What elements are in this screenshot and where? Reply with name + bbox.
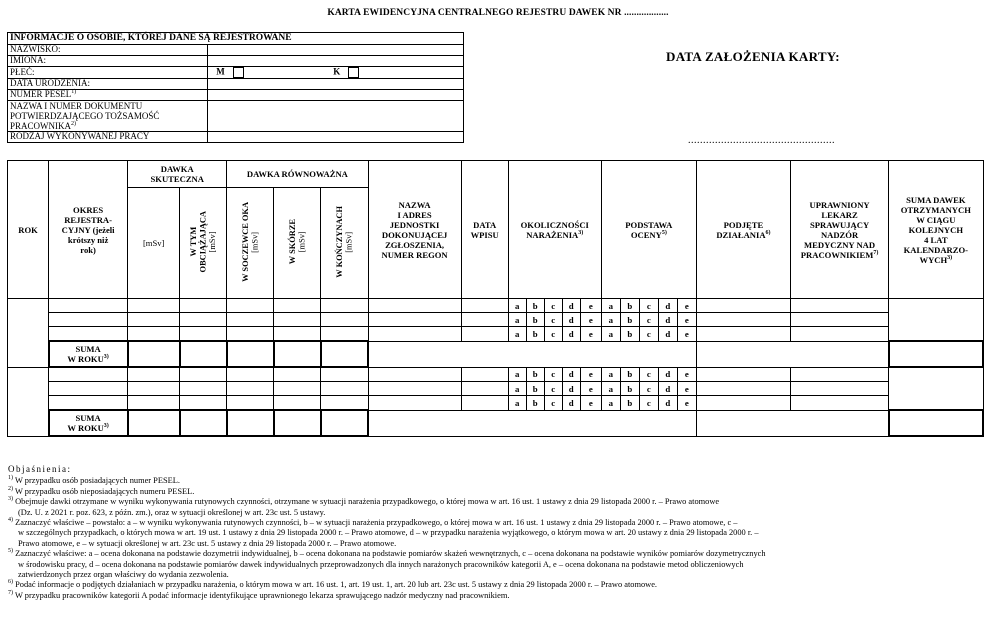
podst-a[interactable]: a bbox=[601, 396, 620, 411]
podst-b[interactable]: b bbox=[620, 382, 639, 396]
okol-b[interactable]: b bbox=[526, 327, 544, 342]
podst-b[interactable]: b bbox=[620, 367, 639, 382]
birth-date-field[interactable] bbox=[208, 79, 464, 90]
col-okres: OKRES REJESTRA- CYJNY (jeżeli krótszy niż rok) bbox=[49, 161, 128, 299]
col-okolicznosci: OKOLICZNOŚCI NARAŻENIA$^{3)}$ bbox=[508, 161, 601, 299]
id-document-label: NAZWA I NUMER DOKUMENTU POTWIERDZAJĄCEGO TOŻSAMOŚĆ PRACOWNIKA$^{2)}$ bbox=[8, 101, 208, 132]
okol-a[interactable]: a bbox=[508, 367, 526, 382]
podst-b[interactable]: b bbox=[620, 313, 639, 327]
footnote-4-cont: w szczególnych przypadkach, o których mowa w art. 19 ust. 1 ustawy z dnia 29 listopada 2000 r. – Prawo atomowe, d – w przypadku narażenia wyjątkowego, o którym mowa w art. 20 ustawy z dnia 29 listopada 2000 r. – bbox=[18, 528, 759, 538]
podst-e[interactable]: e bbox=[677, 382, 696, 396]
okol-e[interactable]: e bbox=[580, 396, 601, 411]
okol-a[interactable]: a bbox=[508, 327, 526, 342]
sex-m-label: M bbox=[216, 66, 225, 77]
table-row bbox=[8, 367, 984, 382]
podst-e[interactable]: e bbox=[677, 327, 696, 342]
first-names-field[interactable] bbox=[208, 56, 464, 67]
person-info-header: INFORMACJE O OSOBIE, KTÓREJ DANE SĄ REJESTROWANE bbox=[8, 33, 464, 45]
year-sum-row bbox=[8, 341, 984, 367]
podst-d[interactable]: d bbox=[658, 313, 677, 327]
col-w-tym-obciazajaca: W TYM OBCIĄŻAJĄCA [mSv] bbox=[180, 188, 227, 299]
okol-b[interactable]: b bbox=[526, 396, 544, 411]
okol-b[interactable]: b bbox=[526, 367, 544, 382]
year-cell[interactable] bbox=[8, 299, 49, 368]
podst-b[interactable]: b bbox=[620, 299, 639, 313]
col-dawka-rownowazna: DAWKA RÓWNOWAŻNA bbox=[227, 161, 368, 188]
podst-c[interactable]: c bbox=[639, 299, 658, 313]
col-lekarz: UPRAWNIONY LEKARZ SPRAWUJĄCY NADZÓR MEDYCZNY NAD PRACOWNIKIEM$^{7)}$ bbox=[791, 161, 889, 299]
footnote-1: $^{1)}$ W przypadku osób posiadających numer PESEL. bbox=[8, 475, 180, 486]
podst-d[interactable]: d bbox=[658, 327, 677, 342]
okol-d[interactable]: d bbox=[562, 396, 580, 411]
table-row bbox=[8, 313, 984, 327]
okol-c[interactable]: c bbox=[544, 313, 562, 327]
footnotes-title: Objaśnienia: bbox=[8, 464, 72, 474]
id-document-field[interactable] bbox=[208, 101, 464, 132]
okol-c[interactable]: c bbox=[544, 299, 562, 313]
okol-c[interactable]: c bbox=[544, 327, 562, 342]
podst-a[interactable]: a bbox=[601, 367, 620, 382]
col-skuteczna-msv: [mSv] bbox=[128, 188, 180, 299]
dose-register-table bbox=[7, 160, 984, 437]
okol-b[interactable]: b bbox=[526, 313, 544, 327]
first-names-label: IMIONA: bbox=[8, 56, 208, 67]
okol-c[interactable]: c bbox=[544, 382, 562, 396]
job-type-field[interactable] bbox=[208, 132, 464, 143]
pesel-field[interactable] bbox=[208, 90, 464, 101]
podst-b[interactable]: b bbox=[620, 396, 639, 411]
sex-k-checkbox[interactable] bbox=[348, 67, 359, 78]
footnote-6: $^{6)}$ Podać informacje o podjętych działaniach w przypadku narażenia, o którym mowa w art. 16 ust. 1, art. 19 ust. 1, art. 20 lub art. 23c ust. 5 ustawy z dnia 29 listopada 2000 r. – Prawo atomowe. bbox=[8, 579, 658, 590]
footnote-4: $^{4)}$ Zaznaczyć właściwe – powstało: a – w wyniku wykonywania rutynowych czynności, b – w sytuacji narażenia przypadkowego, o której mowa w art. 16 ust. 1 ustawy z dnia 29 listopada 2000 r. – Prawo atomowe, c – bbox=[8, 517, 738, 528]
okol-b[interactable]: b bbox=[526, 299, 544, 313]
okol-e[interactable]: e bbox=[580, 299, 601, 313]
pesel-label: NUMER PESEL$^{1)}$ bbox=[8, 90, 208, 101]
okol-e[interactable]: e bbox=[580, 367, 601, 382]
year-sum-row bbox=[8, 410, 984, 436]
sex-m-checkbox[interactable] bbox=[233, 67, 244, 78]
footnote-4-cont2: Prawo atomowe, e – w sytuacji określonej w art. 23c ust. 5 ustawy z dnia 29 listopada 2000 r. – Prawo atomowe. bbox=[18, 538, 397, 548]
year-sum-label: SUMA W ROKU$^{3)}$ bbox=[49, 341, 128, 367]
table-row bbox=[8, 382, 984, 396]
podst-c[interactable]: c bbox=[639, 367, 658, 382]
podst-e[interactable]: e bbox=[677, 313, 696, 327]
sex-field bbox=[208, 67, 464, 79]
okol-a[interactable]: a bbox=[508, 313, 526, 327]
table-row bbox=[8, 327, 984, 342]
footnote-5-cont2: zatwierdzonych przez organ właściwy do wydania zezwolenia. bbox=[18, 570, 229, 580]
footnote-3: $^{3)}$ Obejmuje dawki otrzymane w wyniku wykonywania rutynowych czynności, otrzymane w sytuacji narażenia przypadkowego, o której mowa w art. 16 ust. 1 ustawy z dnia 29 listopada 2000 r. – Prawo atomowe bbox=[8, 496, 720, 507]
sex-k-label: K bbox=[333, 66, 341, 77]
birth-date-label: DATA URODZENIA: bbox=[8, 79, 208, 90]
col-skorze: W SKÓRZE [mSv] bbox=[274, 188, 321, 299]
okol-e[interactable]: e bbox=[580, 313, 601, 327]
podst-a[interactable]: a bbox=[601, 327, 620, 342]
podst-a[interactable]: a bbox=[601, 313, 620, 327]
podst-a[interactable]: a bbox=[601, 299, 620, 313]
year-cell[interactable] bbox=[8, 367, 49, 436]
col-podstawa-oceny: PODSTAWA OCENY$^{5)}$ bbox=[601, 161, 696, 299]
footnote-2: $^{2)}$ W przypadku osób nieposiadających numeru PESEL. bbox=[8, 486, 195, 496]
podst-c[interactable]: c bbox=[639, 327, 658, 342]
podst-d[interactable]: d bbox=[658, 367, 677, 382]
col-data-wpisu: DATA WPISU bbox=[461, 161, 508, 299]
creation-date-field[interactable]: ................................................. bbox=[688, 135, 835, 146]
okol-b[interactable]: b bbox=[526, 382, 544, 396]
podst-e[interactable]: e bbox=[677, 299, 696, 313]
col-rok: ROK bbox=[8, 161, 49, 299]
col-dawka-skuteczna: DAWKA SKUTECZNA bbox=[128, 161, 227, 188]
okol-a[interactable]: a bbox=[508, 299, 526, 313]
okol-d[interactable]: d bbox=[562, 299, 580, 313]
okol-e[interactable]: e bbox=[580, 382, 601, 396]
col-soczewce-oka: W SOCZEWCE OKA [mSv] bbox=[227, 188, 274, 299]
okol-a[interactable]: a bbox=[508, 396, 526, 411]
sum-4-years-cell[interactable] bbox=[889, 299, 983, 342]
footnote-3-cont: (Dz. U. z 2021 r. poz. 623, z późn. zm.), oraz w sytuacji określonej w art. 23c ust. 5 ustawy. bbox=[18, 507, 326, 517]
sum-4-years-total[interactable] bbox=[889, 341, 983, 367]
footnotes bbox=[8, 464, 988, 601]
podst-c[interactable]: c bbox=[639, 396, 658, 411]
okol-c[interactable]: c bbox=[544, 396, 562, 411]
okol-d[interactable]: d bbox=[562, 367, 580, 382]
footnote-5-cont: w środowisku pracy, d – ocena dokonana na podstawie pomiarów dawek indywidualnych przeprowadzonych dla innych narażonych pracowników kategorii A, e – ocena dokonana na podstawie metod obliczeniowych bbox=[18, 559, 744, 569]
sex-label: PŁEĆ: bbox=[8, 67, 208, 79]
col-podjete-dzialania: PODJĘTE DZIAŁANIA$^{6)}$ bbox=[696, 161, 790, 299]
podst-e[interactable]: e bbox=[677, 396, 696, 411]
okol-d[interactable]: d bbox=[562, 382, 580, 396]
table-row bbox=[8, 396, 984, 411]
okol-c[interactable]: c bbox=[544, 367, 562, 382]
footnote-5: $^{5)}$ Zaznaczyć właściwe: a – ocena dokonana na podstawie dozymetrii indywidualnej, b – ocena dokonana na podstawie pomiarów skażeń wewnętrznych, c – ocena dokonana na podstawie wyników pomiarów dozymetrycznych bbox=[8, 548, 766, 559]
podst-e[interactable]: e bbox=[677, 367, 696, 382]
table-row bbox=[8, 299, 984, 313]
podst-d[interactable]: d bbox=[658, 382, 677, 396]
podst-b[interactable]: b bbox=[620, 327, 639, 342]
job-type-label: RODZAJ WYKONYWANEJ PRACY bbox=[8, 132, 208, 143]
card-title: KARTA EWIDENCYJNA CENTRALNEGO REJESTRU DAWEK NR .................. bbox=[327, 8, 669, 18]
sum-4-years-cell[interactable] bbox=[889, 367, 983, 410]
podst-d[interactable]: d bbox=[658, 396, 677, 411]
footnote-7: $^{7)}$ W przypadku pracowników kategorii A podać informacje identyfikujące uprawnionego lekarza sprawującego nadzór medyczny nad pracownikiem. bbox=[8, 590, 510, 600]
creation-date-label: DATA ZAŁOŻENIA KARTY: bbox=[666, 49, 840, 64]
person-info-table bbox=[7, 32, 464, 143]
sum-4-years-total[interactable] bbox=[889, 410, 983, 436]
podst-c[interactable]: c bbox=[639, 382, 658, 396]
col-suma-4-lat: SUMA DAWEK OTRZYMANYCH W CIĄGU KOLEJNYCH 4 LAT KALENDARZO- WYCH$^{3)}$ bbox=[889, 161, 983, 299]
okol-e[interactable]: e bbox=[580, 327, 601, 342]
okol-a[interactable]: a bbox=[508, 382, 526, 396]
year-sum-label: SUMA W ROKU$^{3)}$ bbox=[49, 410, 128, 436]
podst-c[interactable]: c bbox=[639, 313, 658, 327]
col-konczynach: W KOŃCZYNACH [mSv] bbox=[321, 188, 368, 299]
podst-a[interactable]: a bbox=[601, 382, 620, 396]
col-nazwa-jednostki: NAZWA I ADRES JEDNOSTKI DOKONUJĄCEJ ZGŁOSZENIA, NUMER REGON bbox=[368, 161, 461, 299]
podst-d[interactable]: d bbox=[658, 299, 677, 313]
okol-d[interactable]: d bbox=[562, 313, 580, 327]
surname-label: NAZWISKO: bbox=[8, 45, 208, 56]
surname-field[interactable] bbox=[208, 45, 464, 56]
okol-d[interactable]: d bbox=[562, 327, 580, 342]
